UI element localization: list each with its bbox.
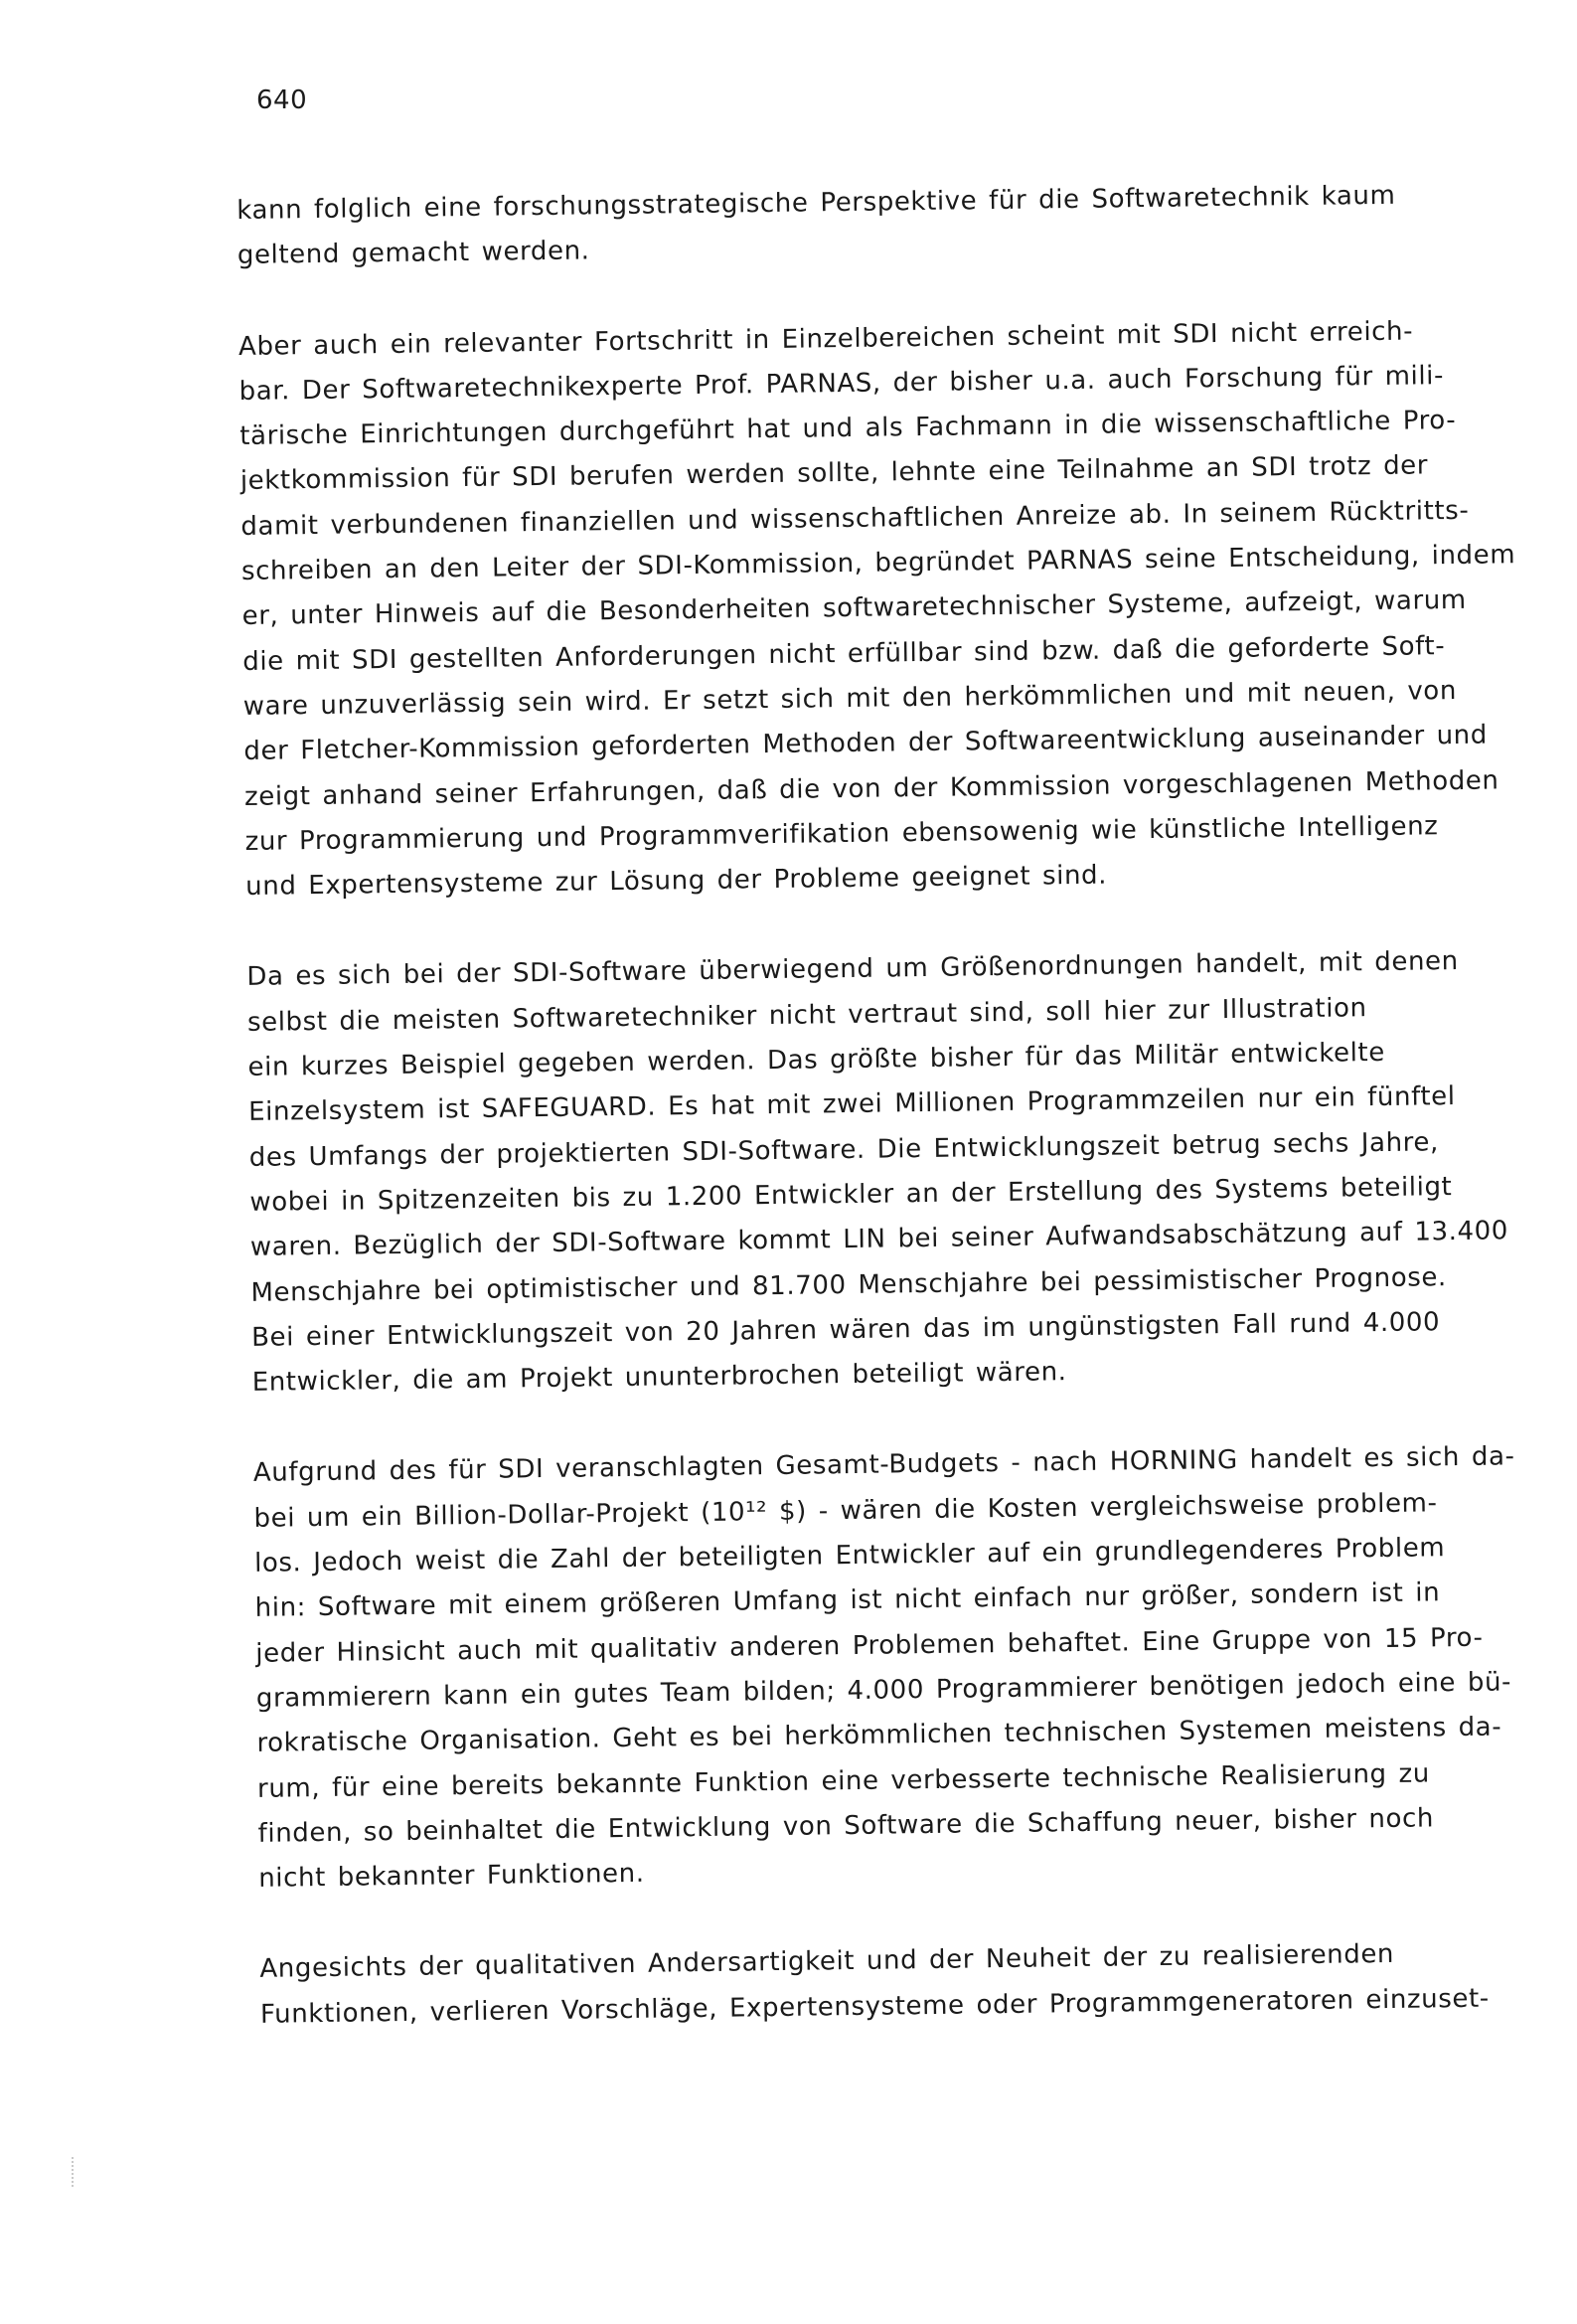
text-line: Aufgrund des für SDI veranschlagten Gesamt-Budgets - nach HORNING handelt es sich da- <box>252 1441 1515 1489</box>
text-line: Menschjahre bei optimistischer und 81.700 Menschjahre bei pessimistischer Prognose. <box>250 1261 1448 1308</box>
text-line: Aber auch ein relevanter Fortschritt in Einzelbereichen scheint mit SDI nicht erreich- <box>237 316 1414 362</box>
text-line: Funktionen, verlieren Vorschläge, Expertensysteme oder Programmgeneratoren einzuset- <box>259 1983 1490 2030</box>
paragraph <box>237 172 1559 279</box>
text-line: selbst die meisten Softwaretechniker nicht vertraut sind, soll hier zur Illustration <box>246 992 1367 1038</box>
text-line: grammierern kann ein gutes Team bilden; 4.000 Programmierer benötigen jedoch eine bü- <box>255 1667 1512 1714</box>
paragraph <box>253 1434 1577 1902</box>
text-line: rum, für eine bereits bekannte Funktion eine verbesserte technische Realisierung zu <box>256 1757 1431 1804</box>
text-line: und Expertensysteme zur Lösung der Probleme geeignet sind. <box>244 860 1108 903</box>
text-line: waren. Bezüglich der SDI-Software kommt LIN bei seiner Aufwandsabschätzung auf 13.400 <box>249 1216 1509 1263</box>
text-line: Bei einer Entwicklungszeit von 20 Jahren wären das im ungünstigsten Fall rund 4.000 <box>250 1307 1441 1353</box>
text-line: nicht bekannter Funktionen. <box>258 1858 645 1894</box>
text-line: jeder Hinsicht auch mit qualitativ anderen Problemen behaftet. Eine Gruppe von 15 Pro- <box>255 1622 1484 1669</box>
text-line: los. Jedoch weist die Zahl der beteiligten Entwickler auf ein grundlegenderes Problem <box>253 1533 1446 1578</box>
text-line: ware unzuverlässig sein wird. Er setzt sich mit den herkömmlichen und mit neuen, von <box>242 675 1458 722</box>
text-line: damit verbundenen finanziellen und wissenschaftlichen Anreize ab. In seinem Rücktritts- <box>240 495 1470 542</box>
text-line: er, unter Hinweis auf die Besonderheiten softwaretechnischer Systeme, aufzeigt, warum <box>241 585 1467 632</box>
paragraph <box>246 938 1574 1406</box>
text-line: des Umfangs der projektierten SDI-Software. Die Entwicklungszeit betrug sechs Jahre, <box>248 1126 1440 1173</box>
text-line: der Fletcher-Kommission geforderten Methoden der Softwareentwicklung auseinander und <box>243 720 1489 767</box>
text-line: schreiben an den Leiter der SDI-Kommission, begründet PARNAS seine Entscheidung, indem <box>240 540 1516 587</box>
text-line: rokratische Organisation. Geht es bei herkömmlichen technischen Systemen meistens da- <box>256 1712 1502 1759</box>
text-line: jektkommission für SDI berufen werden sollte, lehnte eine Teilnahme an SDI trotz der <box>239 450 1429 497</box>
text-line: Angesichts der qualitativen Andersartigkeit und der Neuheit der zu realisierenden <box>259 1939 1395 1985</box>
text-line: Entwickler, die am Projekt ununterbrochen beteiligt wären. <box>251 1357 1067 1399</box>
text-line: bar. Der Softwaretechnikexperte Prof. PARNAS, der bisher u.a. auch Forschung für mili- <box>238 361 1445 407</box>
text-line: Da es sich bei der SDI-Software überwiegend um Größenordnungen handelt, mit denen <box>246 946 1459 993</box>
text-line: zur Programmierung und Programmverifikation ebensowenig wie künstliche Intelligenz <box>244 811 1439 857</box>
text-line: bei um ein Billion-Dollar-Projekt (10¹² $) - wären die Kosten vergleichsweise problem- <box>253 1488 1438 1534</box>
text-line: finden, so beinhaltet die Entwicklung von Software die Schaffung neuer, bisher noch <box>257 1803 1435 1849</box>
text-line: die mit SDI gestellten Anforderungen nicht erfüllbar sind bzw. daß die geforderte Soft- <box>242 630 1446 677</box>
paragraph <box>238 307 1568 910</box>
text-line: zeigt anhand seiner Erfahrungen, daß die von der Kommission vorgeschlagenen Methoden <box>243 764 1499 812</box>
text-line: geltend gemacht werden. <box>237 236 590 271</box>
text-line: hin: Software mit einem größeren Umfang ist nicht einfach nur größer, sondern ist in <box>254 1577 1441 1624</box>
text-line: wobei in Spitzenzeiten bis zu 1.200 Entwickler an der Erstellung des Systems beteiligt <box>249 1172 1453 1218</box>
margin-speck <box>72 2157 76 2187</box>
text-line: kann folglich eine forschungsstrategische Perspektive für die Softwaretechnik kaum <box>237 180 1396 226</box>
paragraph <box>259 1930 1577 2038</box>
text-line: ein kurzes Beispiel gegeben werden. Das größte bisher für das Militär entwickelte <box>247 1037 1386 1082</box>
body-text <box>237 172 1577 2083</box>
text-line: tärische Einrichtungen durchgeführt hat und als Fachmann in die wissenschaftliche Pro- <box>239 406 1457 452</box>
page-number: 640 <box>256 85 308 115</box>
text-line: Einzelsystem ist SAFEGUARD. Es hat mit zwei Millionen Programmzeilen nur ein fünftel <box>247 1081 1456 1128</box>
